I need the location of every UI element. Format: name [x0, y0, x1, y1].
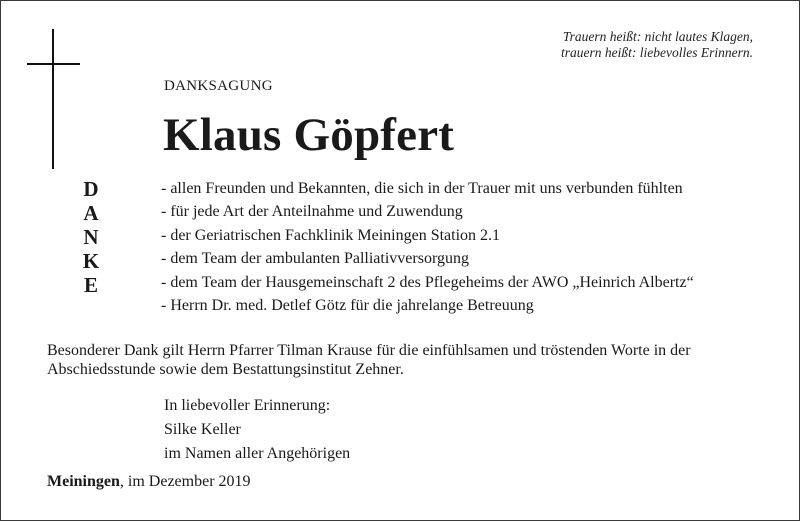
heading: DANKSAGUNG: [164, 78, 273, 94]
danke-letter: D: [83, 177, 99, 201]
thanks-item: - der Geriatrischen Fachklinik Meiningen Station 2.1: [161, 226, 501, 244]
quote: [561, 29, 753, 61]
quote-line-1: Trauern heißt: nicht lautes Klagen,: [562, 29, 753, 44]
danke-letter: A: [83, 201, 99, 225]
thanks-item: - Herrn Dr. med. Detlef Götz für die jahrelange Betreuung: [161, 297, 534, 315]
signature: [164, 394, 350, 466]
thanks-item: - dem Team der Hausgemeinschaft 2 des Pflegeheims der AWO „Heinrich Albertz“: [161, 273, 694, 291]
place-date: [47, 472, 251, 492]
signature-intro: In liebevoller Erinnerung:: [164, 397, 331, 414]
danke-letter: K: [82, 249, 100, 273]
danke-letter: N: [83, 225, 99, 249]
thanks-item: - dem Team der ambulanten Palliativversorgung: [161, 250, 469, 268]
signature-relatives: im Namen aller Angehörigen: [164, 445, 351, 462]
place-city: Meiningen: [47, 473, 120, 490]
danke-letter: E: [83, 273, 98, 297]
quote-line-2: trauern heißt: liebevolles Erinnern.: [561, 45, 753, 60]
special-thanks: Besonderer Dank gilt Herrn Pfarrer Tilman Krause für die einfühlsamen und tröstenden Worte in der Abschiedsstunde sowie dem Bestattungsinstitut Zehner.: [47, 342, 691, 378]
danke-vertical: [79, 177, 103, 297]
deceased-name: Klaus Göpfert: [163, 109, 455, 161]
signature-name: Silke Keller: [164, 421, 241, 438]
thanks-item: - allen Freunden und Bekannten, die sich in der Trauer mit uns verbunden fühlten: [161, 180, 683, 197]
thanks-item: - für jede Art der Anteilnahme und Zuwendung: [161, 203, 463, 221]
thanks-list: [161, 177, 694, 317]
place-date-text: , im Dezember 2019: [119, 473, 251, 490]
